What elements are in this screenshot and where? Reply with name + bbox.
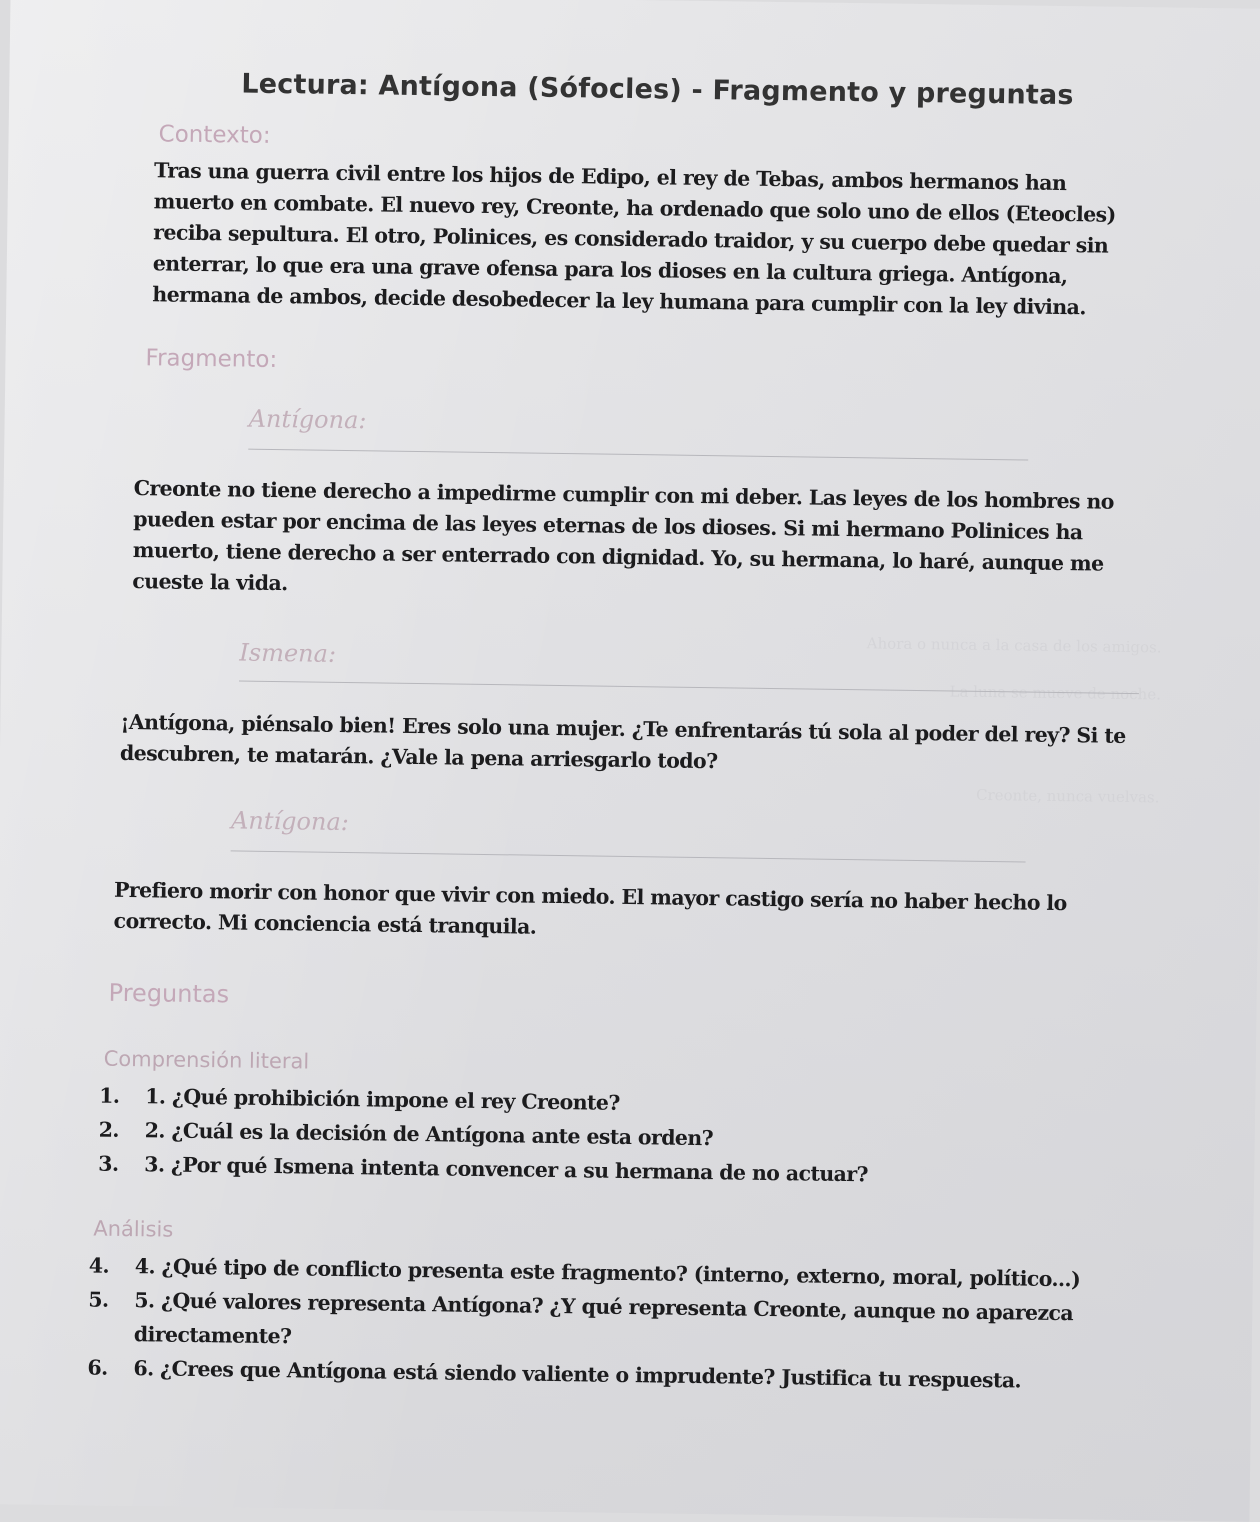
question-item: 6. 6. ¿Crees que Antígona está siendo valiente o imprudente? Justifica tu respuesta. xyxy=(87,1355,1022,1393)
context-heading: Contexto: xyxy=(158,121,271,149)
analysis-heading: Análisis xyxy=(93,1216,174,1242)
analysis-questions xyxy=(87,1248,1129,1399)
question-item: 4. 4. ¿Qué tipo de conflicto presenta este fragmento? (interno, externo, moral, político...) xyxy=(88,1253,1081,1292)
answer-line xyxy=(231,850,1026,862)
literal-questions xyxy=(98,1079,1119,1195)
fragment-heading: Fragmento: xyxy=(145,345,278,374)
speaker-label: Antígona: xyxy=(230,806,350,837)
document-title: Lectura: Antígona (Sófocles) - Fragmento y preguntas xyxy=(241,68,1074,112)
speaker-label: Antígona: xyxy=(248,404,367,435)
answer-line xyxy=(248,449,1028,461)
bleed-through-line: Ahora o nunca a la casa de los amigos. xyxy=(866,634,1162,657)
dialogue-line: Creonte no tiene derecho a impedirme cumplir con mi deber. Las leyes de los hombres no pueden estar por encima de las leyes eternas de los dioses. Si mi hermano Polinices ha muerto, tiene derecho a ser enterrado con dignidad. Yo, su hermana, lo haré, aunque me cueste la vida. xyxy=(132,476,1115,596)
dialogue-line: ¡Antígona, piénsalo bien! Eres solo una mujer. ¿Te enfrentarás tú sola al poder del rey? Si te descubren, te matarán. ¿Vale la pena arriesgarlo todo? xyxy=(119,709,1126,774)
bleed-through-line: Creonte, nunca vuelvas. xyxy=(975,785,1160,807)
context-paragraph: Tras una guerra civil entre los hijos de Edipo, el rey de Tebas, ambos hermanos han muerto en combate. El nuevo rey, Creonte, ha ordenado que solo uno de ellos (Eteocles) reciba sepultura. El otro, Polinices, es considerado traidor, y su cuerpo debe quedar sin enterrar, lo que era una grave ofensa para los dioses en la cultura griega. Antígona, hermana de ambos, decide desobedecer la ley humana para cumplir con la ley divina. xyxy=(152,158,1116,320)
literal-heading: Comprensión literal xyxy=(103,1046,310,1074)
question-item: 3. 3. ¿Por qué Ismena intenta convencer a su hermana de no actuar? xyxy=(98,1151,869,1187)
speaker-label: Ismena: xyxy=(239,638,337,668)
question-item: 5. 5. ¿Qué valores representa Antígona? ¿Y qué representa Creonte, aunque no aparezca directamente? xyxy=(88,1287,1074,1349)
bleed-through-line: La luna se mueve de noche. xyxy=(949,682,1162,704)
question-item: 2. 2. ¿Cuál es la decisión de Antígona ante esta orden? xyxy=(98,1117,714,1151)
questions-heading: Preguntas xyxy=(108,978,230,1009)
question-item: 1. 1. ¿Qué prohibición impone el rey Creonte? xyxy=(99,1083,620,1115)
dialogue-line: Prefiero morir con honor que vivir con miedo. El mayor castigo sería no haber hecho lo correcto. Mi conciencia está tranquila. xyxy=(113,877,1067,939)
